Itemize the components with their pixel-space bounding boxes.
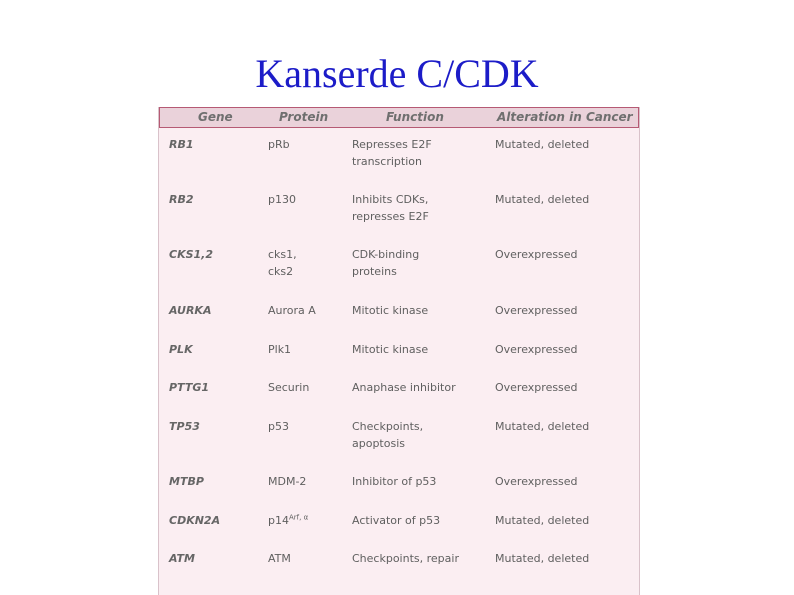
- cell-protein: pRb: [268, 138, 290, 151]
- cell-gene: MTBP: [169, 475, 204, 488]
- table-header: [159, 107, 639, 128]
- cell-gene: PTTG1: [169, 381, 210, 394]
- cell-function: Represses E2F: [352, 138, 432, 151]
- cell-protein: cks1,: [268, 248, 297, 261]
- cell-gene: RB1: [169, 138, 194, 151]
- cell-alteration: Overexpressed: [495, 475, 578, 488]
- cell-alteration: Mutated, deleted: [495, 193, 590, 206]
- cell-function: Mitotic kinase: [352, 304, 429, 317]
- cell-gene: PLK: [169, 343, 193, 356]
- cell-alteration: Overexpressed: [495, 381, 578, 394]
- cell-function: Inhibits CDKs,: [352, 193, 429, 206]
- cell-protein: [268, 512, 308, 529]
- cell-alteration: Mutated, deleted: [495, 514, 590, 527]
- cell-gene: TP53: [169, 420, 200, 433]
- cell-function-line2: apoptosis: [352, 437, 405, 450]
- cell-function: Checkpoints, repair: [352, 552, 459, 565]
- cell-alteration: Mutated, deleted: [495, 420, 590, 433]
- cell-alteration: Mutated, deleted: [495, 552, 590, 565]
- cell-function-line2: represses E2F: [352, 210, 429, 223]
- cell-protein: p130: [268, 193, 296, 206]
- cell-alteration: Overexpressed: [495, 343, 578, 356]
- header-alteration: Alteration in Cancer: [497, 110, 633, 124]
- cell-protein: Aurora A: [268, 304, 316, 317]
- cell-gene: CKS1,2: [169, 248, 214, 261]
- cell-cycle-table: [158, 107, 640, 595]
- slide-title: Kanserde C/CDK: [255, 51, 539, 96]
- cell-alteration: Overexpressed: [495, 304, 578, 317]
- cell-gene: CDKN2A: [169, 514, 221, 527]
- header-protein: Protein: [279, 110, 329, 124]
- cell-protein: ATM: [268, 552, 291, 565]
- cell-protein: p53: [268, 420, 289, 433]
- header-gene: Gene: [198, 110, 233, 124]
- cell-function: Mitotic kinase: [352, 343, 429, 356]
- header-function: Function: [386, 110, 444, 124]
- cell-alteration: Mutated, deleted: [495, 138, 590, 151]
- cell-protein: Securin: [268, 381, 310, 394]
- cell-function: Activator of p53: [352, 514, 441, 527]
- cell-gene: ATM: [169, 552, 195, 565]
- cell-protein-line2: cks2: [268, 265, 294, 278]
- cell-protein-text: p14: [268, 514, 289, 527]
- cell-function-line2: transcription: [352, 155, 422, 168]
- cell-function: Checkpoints,: [352, 420, 424, 433]
- cell-function: Inhibitor of p53: [352, 475, 437, 488]
- cell-gene: AURKA: [169, 304, 212, 317]
- cell-gene: RB2: [169, 193, 194, 206]
- cell-protein-superscript: Arf, α: [288, 513, 309, 522]
- cell-protein: Plk1: [268, 343, 292, 356]
- cell-function: Anaphase inhibitor: [352, 381, 456, 394]
- cell-alteration: Overexpressed: [495, 248, 578, 261]
- cell-function-line2: proteins: [352, 265, 397, 278]
- cell-protein: MDM-2: [268, 475, 307, 488]
- cell-function: CDK-binding: [352, 248, 420, 261]
